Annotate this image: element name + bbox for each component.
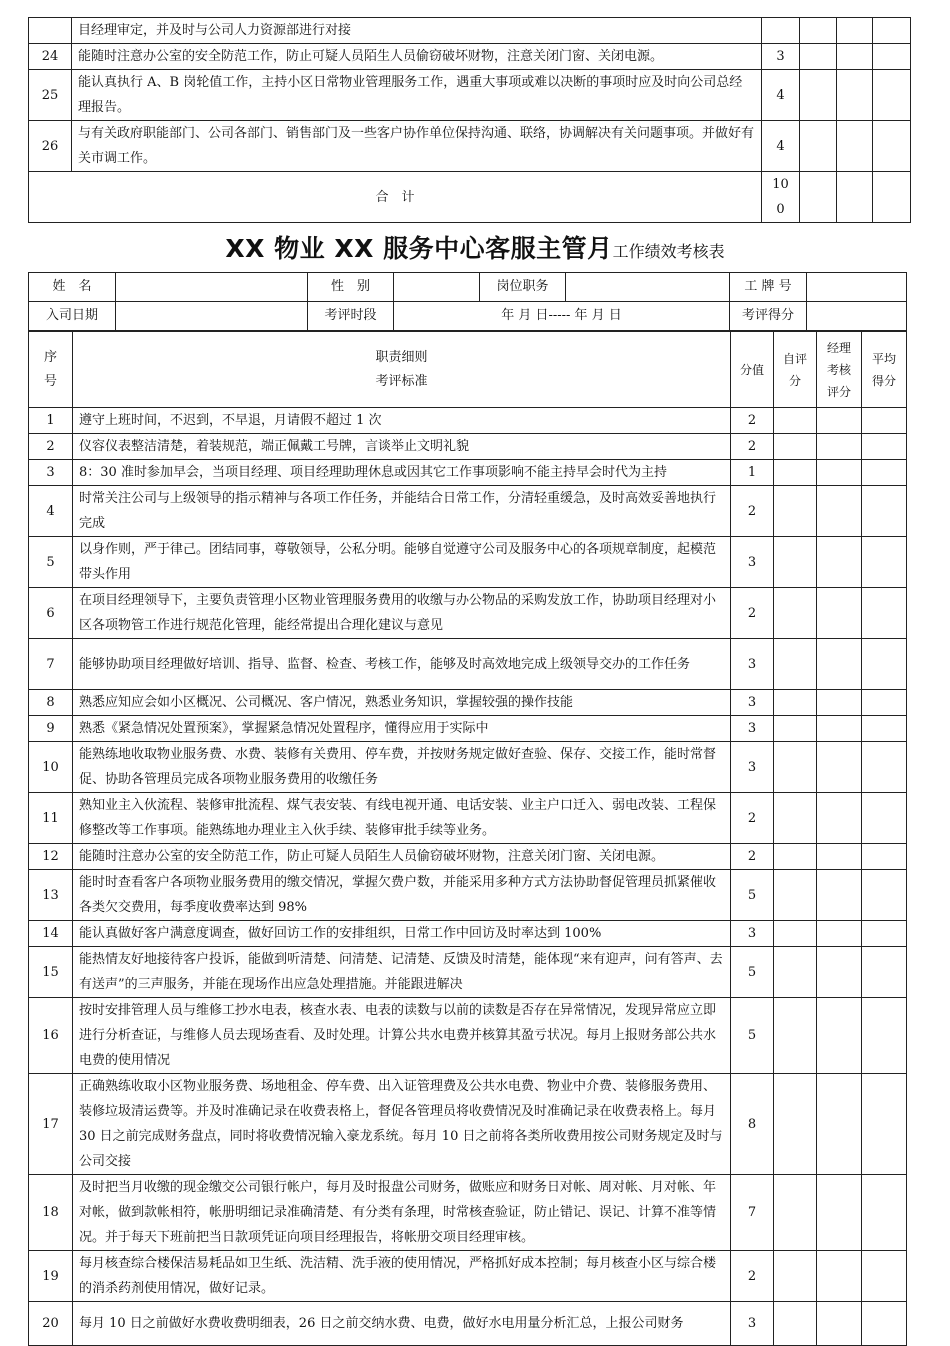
row-number: 8 [29,690,73,716]
self-score-cell[interactable] [774,434,817,460]
self-score-cell[interactable] [774,947,817,998]
row-score: 3 [731,921,774,947]
manager-score-cell[interactable] [817,1074,862,1175]
average-score-cell[interactable] [862,639,907,690]
header-value: 分值 [731,332,774,408]
average-score-cell[interactable] [862,1074,907,1175]
total-value [762,172,800,223]
manager-score-cell[interactable] [817,921,862,947]
average-score-cell[interactable] [862,588,907,639]
self-score-cell[interactable] [774,742,817,793]
row-text: 在项目经理领导下，主要负责管理小区物业管理服务费用的收缴与办公物品的采购发放工作，协助项目经理对小区各项物管工作进行规范化管理，能经常提出合理化建议与意见 [73,588,731,639]
self-score-cell[interactable] [774,998,817,1074]
table-row [29,18,911,44]
table-row [29,947,907,998]
manager-score-cell[interactable] [817,639,862,690]
title-sub: 工作绩效考核表 [612,242,725,261]
page-title [0,229,950,265]
self-score-cell[interactable] [800,121,837,172]
average-score-cell[interactable] [862,690,907,716]
row-text: 以身作则，严于律己。团结同事，尊敬领导，公私分明。能够自觉遵守公司及服务中心的各项规章制度，起模范带头作用 [73,537,731,588]
row-score: 8 [731,1074,774,1175]
table-row [29,921,907,947]
row-number: 6 [29,588,73,639]
row-score: 3 [731,537,774,588]
row-text: 与有关政府职能部门、公司各部门、销售部门及一些客户协作单位保持沟通、联络，协调解决有关问题事项。并做好有关市调工作。 [72,121,762,172]
self-score-cell[interactable] [800,70,837,121]
self-score-cell[interactable] [774,690,817,716]
score-label: 考评得分 [730,302,807,331]
row-score: 4 [762,121,800,172]
manager-score-cell[interactable] [817,537,862,588]
row-text: 熟知业主入伙流程、装修审批流程、煤气表安装、有线电视开通、电话安装、业主户口迁入、弱电改装、工程保修整改等工作事项。能熟练地办理业主入伙手续、装修审批手续等业务。 [73,793,731,844]
average-score-cell[interactable] [862,408,907,434]
name-field[interactable] [116,273,308,302]
row-text: 按时安排管理人员与维修工抄水电表，核查水表、电表的读数与以前的读数是否存在异常情况，发现异常应立即进行分析查证，与维修人员去现场查看、及时处理。计算公共水电费并核算其盈亏状况。每月上报财务部公共水电费的使用情况 [73,998,731,1074]
row-text: 能熟练地收取物业服务费、水费、装修有关费用、停车费，并按财务规定做好查验、保存、交接工作，能时常督促、协助各管理员完成各项物业服务费用的收缴任务 [73,742,731,793]
row-score: 5 [731,947,774,998]
manager-score-cell[interactable] [837,172,873,223]
table-row [29,793,907,844]
manager-score-cell[interactable] [817,408,862,434]
row-number [29,18,72,44]
table-row [29,844,907,870]
self-score-cell[interactable] [774,537,817,588]
manager-score-cell[interactable] [817,486,862,537]
row-text: 时常关注公司与上级领导的指示精神与各项工作任务，并能结合日常工作，分清轻重缓急，及时高效妥善地执行完成 [73,486,731,537]
table-row [29,1251,907,1302]
table-row [29,121,911,172]
manager-score-cell[interactable] [817,998,862,1074]
self-score-cell[interactable] [774,716,817,742]
row-number: 1 [29,408,73,434]
header-standard-label: 考评标准 [375,373,428,389]
row-score: 2 [731,793,774,844]
manager-score-cell[interactable] [817,1251,862,1302]
table-row [29,639,907,690]
total-value-text: 100 [772,177,789,217]
manager-score-cell[interactable] [817,588,862,639]
row-score: 3 [731,716,774,742]
manager-score-cell[interactable] [817,716,862,742]
row-number: 25 [29,70,72,121]
row-number: 16 [29,998,73,1074]
self-score-cell[interactable] [774,408,817,434]
row-text: 8：30 准时参加早会，当项目经理、项目经理助理休息或因其它工作事项影响不能主持早会时代为主持 [73,460,731,486]
row-number: 18 [29,1175,73,1251]
self-score-cell[interactable] [774,870,817,921]
average-score-cell[interactable] [873,70,911,121]
badge-label: 工 牌 号 [730,273,807,302]
average-score-cell[interactable] [873,172,911,223]
header-manager: 经理考核评分 [817,332,862,408]
row-text: 目经理审定，并及时与公司人力资源部进行对接 [72,18,762,44]
period-field[interactable]: 年 月 日----- 年 月 日 [394,302,730,331]
manager-score-cell[interactable] [837,70,873,121]
row-number: 26 [29,121,72,172]
row-score: 2 [731,486,774,537]
table-row [29,742,907,793]
score-field[interactable] [807,302,907,331]
average-score-cell[interactable] [873,44,911,70]
row-number: 9 [29,716,73,742]
average-score-cell[interactable] [862,434,907,460]
manager-score-cell[interactable] [817,690,862,716]
manager-score-cell[interactable] [817,947,862,998]
row-score: 2 [731,434,774,460]
gender-label: 性 别 [308,273,394,302]
total-row [29,172,911,223]
self-score-cell[interactable] [774,1251,817,1302]
self-score-cell[interactable] [774,588,817,639]
row-number: 2 [29,434,73,460]
table-row [29,870,907,921]
row-text: 熟悉应知应会如小区概况、公司概况、客户情况，熟悉业务知识，掌握较强的操作技能 [73,690,731,716]
row-number: 17 [29,1074,73,1175]
gender-field[interactable] [394,273,480,302]
row-number: 13 [29,870,73,921]
title-main: XX 物业 XX 服务中心客服主管月 [225,234,613,263]
row-text: 每月核查综合楼保洁易耗品如卫生纸、洗洁精、洗手液的使用情况，严格抓好成本控制；每月核查小区与综合楼的消杀药剂使用情况，做好记录。 [73,1251,731,1302]
self-score-cell[interactable] [800,172,837,223]
manager-score-cell[interactable] [817,793,862,844]
row-score: 7 [731,1175,774,1251]
manager-score-cell[interactable] [817,1302,862,1346]
row-score [762,18,800,44]
manager-score-cell[interactable] [817,460,862,486]
row-text: 每月 10 日之前做好水费收费明细表，26 日之前交纳水费、电费，做好水电用量分析汇总，上报公司财务 [73,1302,731,1346]
average-score-cell[interactable] [862,1251,907,1302]
table-row [29,486,907,537]
total-label: 合 计 [29,172,762,223]
self-score-cell[interactable] [774,844,817,870]
average-score-cell[interactable] [862,844,907,870]
row-number: 3 [29,460,73,486]
row-score: 1 [731,460,774,486]
row-number: 20 [29,1302,73,1346]
average-score-cell[interactable] [862,486,907,537]
row-score: 4 [762,70,800,121]
manager-score-cell[interactable] [837,18,873,44]
table-row [29,998,907,1074]
self-score-cell[interactable] [800,18,837,44]
table-row [29,716,907,742]
average-score-cell[interactable] [862,921,907,947]
table-row [29,1074,907,1175]
position-field[interactable] [566,273,730,302]
header-duty [73,332,731,408]
previous-page-table [28,17,911,223]
row-text: 能热情友好地接待客户投诉，能做到听清楚、问清楚、记清楚、反馈及时清楚，能体现“来有迎声，问有答声、去有送声”的三声服务，并能在现场作出应急处理措施。并能跟进解决 [73,947,731,998]
average-score-cell[interactable] [873,18,911,44]
row-text: 仪容仪表整洁清楚，着装规范，端正佩戴工号牌，言谈举止文明礼貌 [73,434,731,460]
row-text: 能时时查看客户各项物业服务费用的缴交情况，掌握欠费户数，并能采用多种方式方法协助督促管理员抓紧催收各类欠交费用，每季度收费率达到 98% [73,870,731,921]
row-score: 3 [731,639,774,690]
table-row [29,70,911,121]
row-number: 11 [29,793,73,844]
row-text: 能认真做好客户满意度调查，做好回访工作的安排组织，日常工作中回访及时率达到 100% [73,921,731,947]
table-row [29,588,907,639]
row-score: 3 [731,690,774,716]
average-score-cell[interactable] [862,998,907,1074]
table-row [29,537,907,588]
row-text: 遵守上班时间，不迟到，不早退，月请假不超过 1 次 [73,408,731,434]
manager-score-cell[interactable] [817,742,862,793]
self-score-cell[interactable] [774,1302,817,1346]
row-score: 3 [762,44,800,70]
row-number: 15 [29,947,73,998]
average-score-cell[interactable] [862,793,907,844]
average-score-cell[interactable] [862,716,907,742]
self-score-cell[interactable] [774,486,817,537]
average-score-cell[interactable] [862,1175,907,1251]
table-row [29,434,907,460]
row-number: 19 [29,1251,73,1302]
row-score: 5 [731,870,774,921]
table-row [29,44,911,70]
assessment-table [28,331,907,1346]
header-self: 自评分 [774,332,817,408]
row-score: 3 [731,742,774,793]
header-no: 序号 [29,332,73,408]
self-score-cell[interactable] [800,44,837,70]
row-number: 7 [29,639,73,690]
average-score-cell[interactable] [862,870,907,921]
manager-score-cell[interactable] [817,1175,862,1251]
row-score: 3 [731,1302,774,1346]
row-text: 能随时注意办公室的安全防范工作，防止可疑人员陌生人员偷窃破坏财物，注意关闭门窗、关闭电源。 [72,44,762,70]
row-text: 能随时注意办公室的安全防范工作，防止可疑人员陌生人员偷窃破坏财物，注意关闭门窗、关闭电源。 [73,844,731,870]
badge-field[interactable] [807,273,907,302]
manager-score-cell[interactable] [817,434,862,460]
table-row [29,690,907,716]
row-score: 2 [731,844,774,870]
manager-score-cell[interactable] [837,44,873,70]
self-score-cell[interactable] [774,921,817,947]
self-score-cell[interactable] [774,460,817,486]
row-text: 及时把当月收缴的现金缴交公司银行帐户，每月及时报盘公司财务，做账应和财务日对帐、周对帐、月对帐、年对帐，做到款帐相符，帐册明细记录准确清楚、有分类有条理，时常核查验证，防止错记、误记、计算不准等情况。并于每天下班前把当日款项凭证向项目经理报告，将帐册交项目经理审核。 [73,1175,731,1251]
average-score-cell[interactable] [862,537,907,588]
row-number: 5 [29,537,73,588]
table-row [29,408,907,434]
employee-info-table [28,272,907,331]
row-text: 能够协助项目经理做好培训、指导、监督、检查、考核工作，能够及时高效地完成上级领导交办的工作任务 [73,639,731,690]
average-score-cell[interactable] [862,460,907,486]
self-score-cell[interactable] [774,793,817,844]
header-avg: 平均得分 [862,332,907,408]
average-score-cell[interactable] [862,1302,907,1346]
row-text: 正确熟练收取小区物业服务费、场地租金、停车费、出入证管理费及公共水电费、物业中介费、装修服务费用、装修垃圾清运费等。并及时准确记录在收费表格上，督促各管理员将收费情况及时准确记录在收费表格上。每月 30 日之前完成财务盘点，同时将收费情况输入豪龙系统。每月 10 日之前将各类所收费用按公司财务规定及时与公司交接 [73,1074,731,1175]
row-score: 2 [731,588,774,639]
average-score-cell[interactable] [873,121,911,172]
row-score: 2 [731,1251,774,1302]
average-score-cell[interactable] [862,947,907,998]
manager-score-cell[interactable] [837,121,873,172]
join-date-label: 入司日期 [29,302,116,331]
average-score-cell[interactable] [862,742,907,793]
name-label: 姓 名 [29,273,116,302]
manager-score-cell[interactable] [817,870,862,921]
position-label: 岗位职务 [480,273,566,302]
self-score-cell[interactable] [774,1074,817,1175]
row-text: 熟悉《紧急情况处置预案》，掌握紧急情况处置程序，懂得应用于实际中 [73,716,731,742]
manager-score-cell[interactable] [817,844,862,870]
row-number: 14 [29,921,73,947]
row-score: 2 [731,408,774,434]
row-number: 4 [29,486,73,537]
self-score-cell[interactable] [774,639,817,690]
row-number: 24 [29,44,72,70]
join-date-field[interactable] [116,302,308,331]
row-score: 5 [731,998,774,1074]
table-row [29,1302,907,1346]
row-text: 能认真执行 A、B 岗轮值工作，主持小区日常物业管理服务工作，遇重大事项或难以决断的事项时应及时向公司总经理报告。 [72,70,762,121]
row-number: 12 [29,844,73,870]
header-duty-label: 职责细则 [375,349,428,365]
row-number: 10 [29,742,73,793]
self-score-cell[interactable] [774,1175,817,1251]
table-row [29,1175,907,1251]
period-label: 考评时段 [308,302,394,331]
table-row [29,460,907,486]
